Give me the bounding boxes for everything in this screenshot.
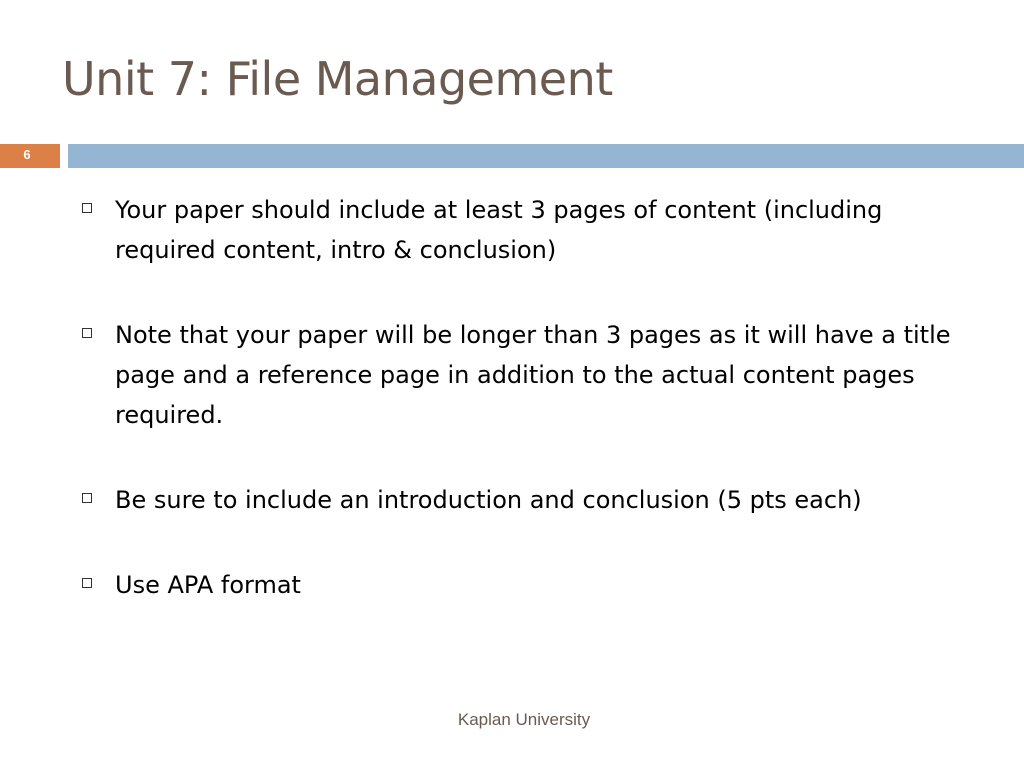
footer-text: Kaplan University <box>457 710 591 729</box>
bullet-item <box>80 480 980 520</box>
square-bullet-icon <box>82 493 92 503</box>
square-bullet-icon <box>82 578 92 588</box>
bullet-text: Your paper should include at least 3 pages of content (including required content, intro & conclusion) <box>115 196 883 264</box>
bullet-list <box>80 190 980 605</box>
bullet-text: Note that your paper will be longer than 3 pages as it will have a title page and a reference page in addition to the actual content pages required. <box>115 321 951 429</box>
square-bullet-icon <box>82 203 92 213</box>
bullet-item <box>80 315 980 435</box>
slide-number: 6 <box>0 144 60 168</box>
title-divider-bar <box>68 144 1024 168</box>
square-bullet-icon <box>82 328 92 338</box>
slide-title: Unit 7: File Management <box>62 52 613 106</box>
bullet-item <box>80 190 980 270</box>
bullet-text: Be sure to include an introduction and conclusion (5 pts each) <box>115 486 862 514</box>
bullet-text: Use APA format <box>115 571 301 599</box>
bullet-item <box>80 565 980 605</box>
